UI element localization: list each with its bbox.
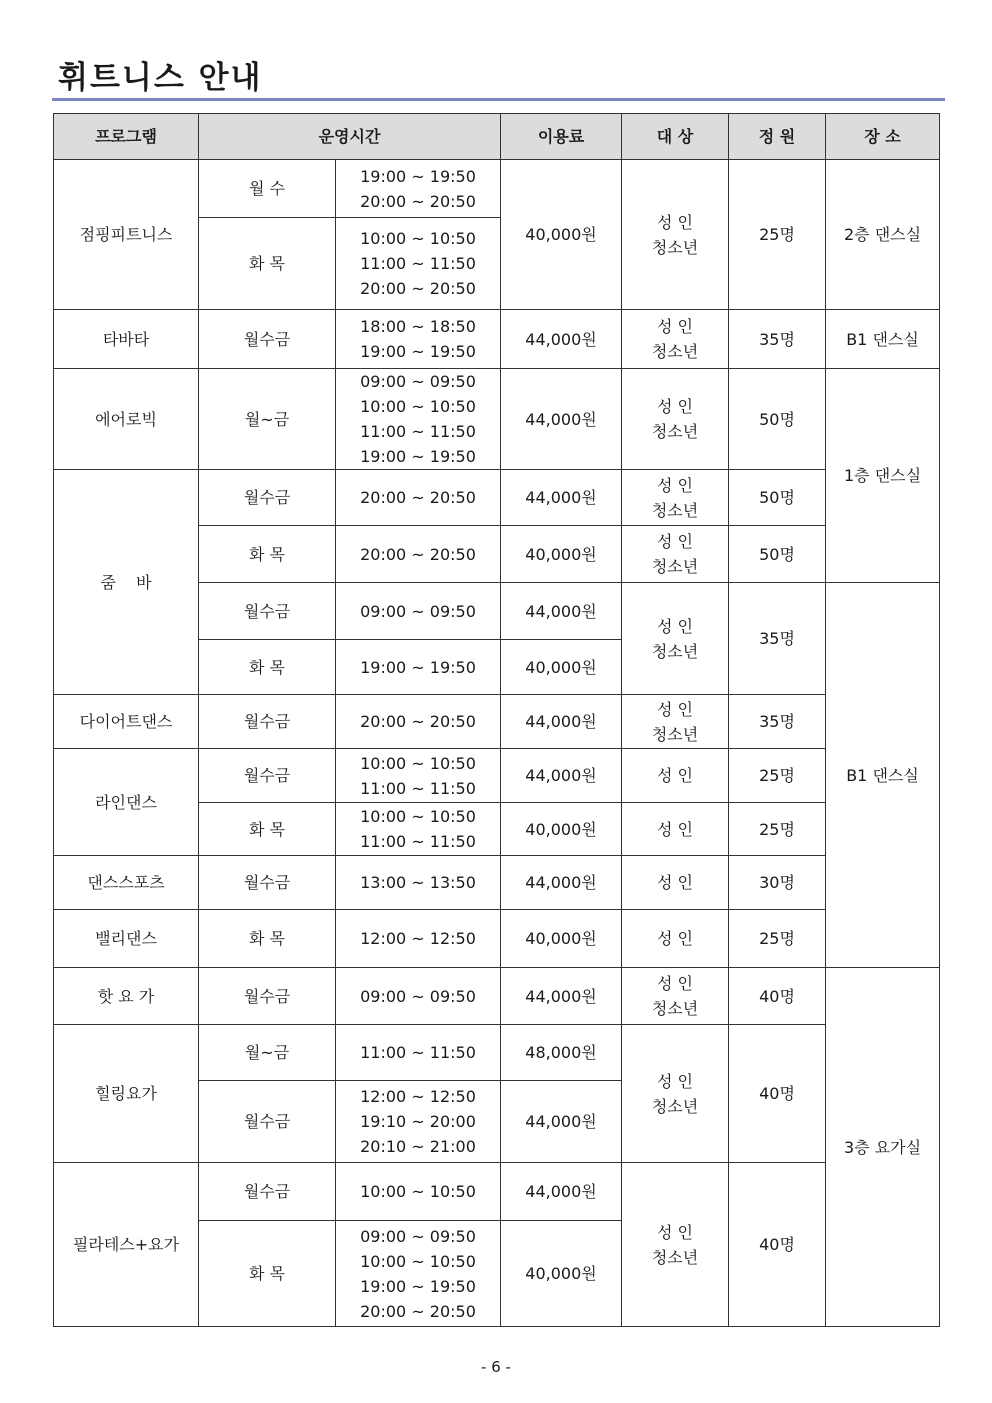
target-line: 청소년 bbox=[651, 342, 699, 361]
table-row bbox=[54, 968, 940, 1025]
target bbox=[622, 856, 729, 910]
table-row bbox=[54, 470, 940, 526]
time-slot: 19:00 ~ 19:50 bbox=[360, 1276, 476, 1296]
time-slots bbox=[336, 1163, 501, 1221]
title-underline bbox=[52, 98, 945, 101]
time-slot: 09:00 ~ 09:50 bbox=[360, 1226, 476, 1246]
location: B1 댄스실 bbox=[826, 310, 940, 369]
target-line: 성 인 bbox=[657, 974, 694, 993]
program-name: 핫 요 가 bbox=[54, 968, 199, 1025]
time-slots bbox=[336, 856, 501, 910]
capacity: 25명 bbox=[729, 803, 826, 856]
time-slot: 11:00 ~ 11:50 bbox=[360, 832, 476, 851]
fee: 44,000원 bbox=[501, 1081, 622, 1163]
program-name: 라인댄스 bbox=[54, 749, 199, 856]
days: 화 목 bbox=[199, 1221, 336, 1327]
target-line: 성 인 bbox=[657, 212, 694, 232]
target bbox=[622, 160, 729, 310]
target-line: 청소년 bbox=[651, 999, 699, 1018]
capacity: 50명 bbox=[729, 470, 826, 526]
program-name: 점핑피트니스 bbox=[54, 160, 199, 310]
days: 월수금 bbox=[199, 749, 336, 803]
capacity: 50명 bbox=[729, 526, 826, 583]
target-line: 성 인 bbox=[657, 819, 694, 839]
target-line: 성 인 bbox=[657, 397, 694, 416]
target-line: 성 인 bbox=[657, 873, 694, 892]
time-slots bbox=[336, 526, 501, 583]
program-name: 다이어트댄스 bbox=[54, 695, 199, 749]
fee: 40,000원 bbox=[501, 910, 622, 968]
time-slot: 20:10 ~ 21:00 bbox=[360, 1137, 476, 1156]
days: 화 목 bbox=[199, 218, 336, 310]
time-slot: 19:00 ~ 19:50 bbox=[360, 657, 476, 677]
location: 2층 댄스실 bbox=[826, 160, 940, 310]
days: 화 목 bbox=[199, 640, 336, 695]
target-line: 청소년 bbox=[651, 1096, 699, 1116]
target-line: 청소년 bbox=[651, 237, 699, 257]
days: 화 목 bbox=[199, 526, 336, 583]
time-slot: 11:00 ~ 11:50 bbox=[360, 1043, 476, 1062]
fee: 44,000원 bbox=[501, 1163, 622, 1221]
location: B1 댄스실 bbox=[826, 583, 940, 968]
table-row bbox=[54, 749, 940, 803]
location: 1층 댄스실 bbox=[826, 369, 940, 583]
time-slots bbox=[336, 1081, 501, 1163]
time-slot: 10:00 ~ 10:50 bbox=[360, 229, 476, 248]
target-line: 성 인 bbox=[657, 317, 694, 336]
time-slots bbox=[336, 695, 501, 749]
time-slots bbox=[336, 470, 501, 526]
time-slots bbox=[336, 1221, 501, 1327]
fee: 44,000원 bbox=[501, 369, 622, 470]
time-slot: 20:00 ~ 20:50 bbox=[360, 191, 476, 211]
table-row bbox=[54, 1025, 940, 1081]
time-slot: 20:00 ~ 20:50 bbox=[360, 712, 476, 731]
time-slot: 10:00 ~ 10:50 bbox=[360, 1182, 476, 1201]
time-slot: 19:10 ~ 20:00 bbox=[360, 1112, 476, 1131]
target-line: 청소년 bbox=[651, 641, 699, 661]
capacity: 25명 bbox=[729, 910, 826, 968]
time-slots bbox=[336, 803, 501, 856]
header-program: 프로그램 bbox=[54, 114, 199, 160]
target bbox=[622, 1163, 729, 1327]
capacity: 30명 bbox=[729, 856, 826, 910]
fee: 40,000원 bbox=[501, 1221, 622, 1327]
fee: 48,000원 bbox=[501, 1025, 622, 1081]
days: 월~금 bbox=[199, 1025, 336, 1081]
capacity: 35명 bbox=[729, 695, 826, 749]
capacity: 40명 bbox=[729, 968, 826, 1025]
capacity: 35명 bbox=[729, 310, 826, 369]
capacity: 50명 bbox=[729, 369, 826, 470]
target bbox=[622, 583, 729, 695]
capacity: 40명 bbox=[729, 1025, 826, 1163]
target-line: 성 인 bbox=[657, 1222, 694, 1242]
capacity: 25명 bbox=[729, 749, 826, 803]
program-name: 타바타 bbox=[54, 310, 199, 369]
location: 3층 요가실 bbox=[826, 968, 940, 1327]
target-line: 청소년 bbox=[651, 422, 699, 441]
capacity: 35명 bbox=[729, 583, 826, 695]
fee: 44,000원 bbox=[501, 856, 622, 910]
target bbox=[622, 749, 729, 803]
time-slot: 11:00 ~ 11:50 bbox=[360, 254, 476, 273]
target-line: 청소년 bbox=[651, 557, 699, 576]
target-line: 성 인 bbox=[657, 699, 694, 719]
header-location: 장 소 bbox=[826, 114, 940, 160]
target-line: 성 인 bbox=[657, 475, 694, 495]
time-slot: 10:00 ~ 10:50 bbox=[360, 753, 476, 773]
time-slots bbox=[336, 640, 501, 695]
program-name: 에어로빅 bbox=[54, 369, 199, 470]
fee: 44,000원 bbox=[501, 310, 622, 369]
table-row bbox=[54, 310, 940, 369]
table-row bbox=[54, 160, 940, 218]
program-name: 줌 바 bbox=[54, 470, 199, 695]
time-slot: 10:00 ~ 10:50 bbox=[360, 807, 476, 826]
time-slots bbox=[336, 749, 501, 803]
fee: 44,000원 bbox=[501, 470, 622, 526]
time-slot: 20:00 ~ 20:50 bbox=[360, 279, 476, 298]
table-row bbox=[54, 856, 940, 910]
time-slot: 19:00 ~ 19:50 bbox=[360, 447, 476, 466]
time-slots bbox=[336, 369, 501, 470]
days: 월수금 bbox=[199, 968, 336, 1025]
program-name: 밸리댄스 bbox=[54, 910, 199, 968]
table-row bbox=[54, 695, 940, 749]
table-header-row bbox=[54, 114, 940, 160]
header-capacity: 정 원 bbox=[729, 114, 826, 160]
capacity: 25명 bbox=[729, 160, 826, 310]
table-row bbox=[54, 369, 940, 470]
days: 월수금 bbox=[199, 583, 336, 640]
target bbox=[622, 910, 729, 968]
table-row bbox=[54, 1163, 940, 1221]
target bbox=[622, 470, 729, 526]
target-line: 청소년 bbox=[651, 500, 699, 520]
time-slot: 12:00 ~ 12:50 bbox=[360, 929, 476, 948]
time-slots bbox=[336, 1025, 501, 1081]
days: 월수금 bbox=[199, 1081, 336, 1163]
header-hours: 운영시간 bbox=[199, 114, 501, 160]
target bbox=[622, 968, 729, 1025]
time-slot: 10:00 ~ 10:50 bbox=[360, 397, 476, 416]
page-number: - 6 - bbox=[481, 1358, 511, 1376]
target-line: 청소년 bbox=[651, 1247, 699, 1267]
time-slot: 10:00 ~ 10:50 bbox=[360, 1251, 476, 1271]
days: 월수금 bbox=[199, 470, 336, 526]
program-name: 댄스스포츠 bbox=[54, 856, 199, 910]
capacity: 40명 bbox=[729, 1163, 826, 1327]
time-slot: 11:00 ~ 11:50 bbox=[360, 422, 476, 441]
target-line: 청소년 bbox=[651, 724, 699, 744]
fitness-schedule-table bbox=[53, 113, 940, 1327]
time-slot: 12:00 ~ 12:50 bbox=[360, 1087, 476, 1106]
days: 월수금 bbox=[199, 856, 336, 910]
time-slot: 20:00 ~ 20:50 bbox=[360, 1301, 476, 1321]
time-slots bbox=[336, 910, 501, 968]
days: 화 목 bbox=[199, 803, 336, 856]
program-name: 힐링요가 bbox=[54, 1025, 199, 1163]
header-fee: 이용료 bbox=[501, 114, 622, 160]
target-line: 성 인 bbox=[657, 929, 694, 948]
target-line: 성 인 bbox=[657, 1071, 694, 1091]
fee: 40,000원 bbox=[501, 640, 622, 695]
header-target: 대 상 bbox=[622, 114, 729, 160]
time-slot: 20:00 ~ 20:50 bbox=[360, 544, 476, 564]
time-slot: 09:00 ~ 09:50 bbox=[360, 986, 476, 1006]
target bbox=[622, 1025, 729, 1163]
target bbox=[622, 310, 729, 369]
target-line: 성 인 bbox=[657, 616, 694, 636]
time-slot: 09:00 ~ 09:50 bbox=[360, 372, 476, 391]
time-slots bbox=[336, 218, 501, 310]
fee: 40,000원 bbox=[501, 526, 622, 583]
fee: 44,000원 bbox=[501, 749, 622, 803]
page-title: 휘트니스 안내 bbox=[58, 60, 263, 96]
time-slot: 19:00 ~ 19:50 bbox=[360, 166, 476, 186]
days: 월수금 bbox=[199, 310, 336, 369]
time-slot: 09:00 ~ 09:50 bbox=[360, 601, 476, 621]
fee: 44,000원 bbox=[501, 695, 622, 749]
target bbox=[622, 695, 729, 749]
time-slot: 13:00 ~ 13:50 bbox=[360, 873, 476, 892]
days: 월수금 bbox=[199, 695, 336, 749]
fee: 44,000원 bbox=[501, 968, 622, 1025]
time-slots bbox=[336, 583, 501, 640]
time-slots bbox=[336, 160, 501, 218]
days: 월수금 bbox=[199, 1163, 336, 1221]
target bbox=[622, 803, 729, 856]
days: 월~금 bbox=[199, 369, 336, 470]
fee: 44,000원 bbox=[501, 583, 622, 640]
target bbox=[622, 369, 729, 470]
time-slots bbox=[336, 310, 501, 369]
target bbox=[622, 526, 729, 583]
time-slots bbox=[336, 968, 501, 1025]
time-slot: 20:00 ~ 20:50 bbox=[360, 488, 476, 507]
fee: 40,000원 bbox=[501, 803, 622, 856]
table-row bbox=[54, 910, 940, 968]
time-slot: 19:00 ~ 19:50 bbox=[360, 342, 476, 361]
fee: 40,000원 bbox=[501, 160, 622, 310]
time-slot: 11:00 ~ 11:50 bbox=[360, 778, 476, 798]
days: 화 목 bbox=[199, 910, 336, 968]
program-name: 필라테스+요가 bbox=[54, 1163, 199, 1327]
target-line: 성 인 bbox=[657, 766, 694, 785]
time-slot: 18:00 ~ 18:50 bbox=[360, 317, 476, 336]
target-line: 성 인 bbox=[657, 532, 694, 551]
days: 월 수 bbox=[199, 160, 336, 218]
